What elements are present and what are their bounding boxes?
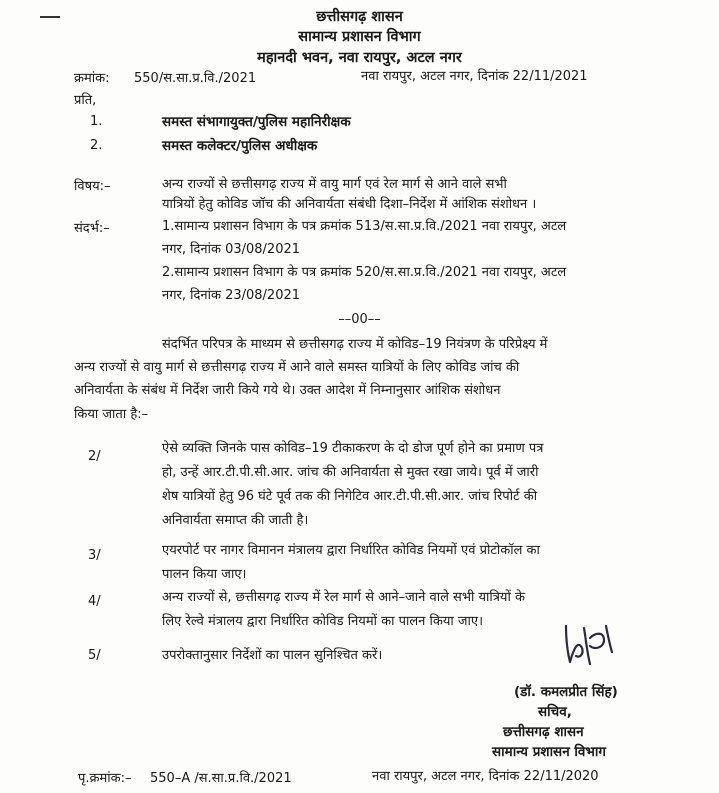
point-4-number: 4/ [88,594,101,609]
point-3-line-2: पालन किया जाए। [162,567,247,582]
intro-line-1: संदर्भित परिपत्र के माध्यम से छत्तीसगढ़ राज्य में कोविड–19 नियंत्रण के परिप्रेक्ष्य में [162,337,548,352]
point-4-line-2: लिए रेल्वे मंत्रालय द्वारा निर्धारित कोविड नियमों का पालन किया जाए। [162,614,484,629]
handwritten-signature-icon [560,618,616,674]
ref-number: 550/स.सा.प्र.वि./2021 [134,71,257,86]
point-5-line-1: उपरोक्तानुसार निर्देशों का पालन सुनिश्चित करें। [162,648,383,663]
header-government: छत्तीसगढ़ शासन [316,9,403,25]
signatory-org-1: छत्तीसगढ़ शासन [503,724,584,740]
point-2-line-2: हो, उन्हें आर.टी.पी.सी.आर. जांच की अनिवार्यता से मुक्त रखा जाये। पूर्व में जारी [162,465,539,480]
intro-line-4: किया जाता है:– [74,407,149,422]
intro-line-3: अनिवार्यता के संबंध में निर्देश जारी किये गये थे। उक्त आदेश में निम्नानुसार आंशिक संशोधन [74,383,501,398]
point-2-line-3: शेष यात्रियों हेतु 96 घंटे पूर्व तक की निगेटिव आर.टी.पी.सी.आर. जांच रिपोर्ट की [162,489,538,504]
footer-label: पृ.क्रमांक:– [78,771,132,786]
footer-place-date: नवा रायपुर, अटल नगर, दिनांक 22/11/2020 [372,769,599,784]
point-3-number: 3/ [88,548,101,563]
subject-line-1: अन्य राज्यों से छत्तीसगढ़ राज्य में वायु मार्ग एवं रेल मार्ग से आने वाले सभी [162,177,507,192]
references-label: संदर्भ:– [74,221,110,236]
point-2-line-1: ऐसे व्यक्ति जिनके पास कोविड–19 टीकाकरण के दो डोज पूर्ण होने का प्रमाण पत्र [162,441,544,456]
footer-number: 550–A /स.सा.प्र.वि./2021 [150,771,292,786]
point-2-line-4: अनिवार्यता समाप्त की जाती है। [162,513,309,528]
point-5-number: 5/ [88,648,101,663]
signatory-designation: सचिव, [538,704,572,720]
reference-1-line-2: नगर, दिनांक 03/08/2021 [162,242,301,257]
ref-label: क्रमांक: [74,71,110,86]
to-item-1: समस्त संभागायुक्त/पुलिस महानिरीक्षक [162,114,351,130]
subject-line-2: यात्रियों हेतु कोविड जॉच की अनिवार्यता संबंधी दिशा–निर्देश में आंशिक संशोधन । [162,197,537,212]
header-department: सामान्य प्रशासन विभाग [298,29,421,45]
to-item-1-num: 1. [90,114,103,129]
subject-label: विषय:– [74,179,111,194]
reference-2-line-1: 2.सामान्य प्रशासन विभाग के पत्र क्रमांक 520/स.सा.प्र.वि./2021 नवा रायपुर, अटल [162,265,567,280]
point-4-line-1: अन्य राज्यों से, छत्तीसगढ़ राज्य में रेल मार्ग से आने–जाने वाले सभी यात्रियों के [162,590,525,605]
signatory-org-2: सामान्य प्रशासन विभाग [492,744,606,760]
intro-line-2: अन्य राज्यों से वायु मार्ग से छत्तीसगढ़ राज्य में आने वाले समस्त यात्रियों के लिए कोविड जांच की [74,360,520,375]
signatory-name: (डॉ. कमलप्रीत सिंह) [514,684,618,700]
point-2-number: 2/ [88,449,101,464]
to-label: प्रति, [74,93,97,108]
to-item-2-num: 2. [90,138,103,153]
header-address: महानदी भवन, नवा रायपुर, अटल नगर [257,50,462,66]
point-3-line-1: एयरपोर्ट पर नागर विमानन मंत्रालय द्वारा निर्धारित कोविड नियमों एवं प्रोटोकॉल का [162,543,540,558]
ref-place-date: नवा रायपुर, अटल नगर, दिनांक 22/11/2021 [361,69,588,84]
reference-1-line-1: 1.सामान्य प्रशासन विभाग के पत्र क्रमांक 513/स.सा.प्र.वि./2021 नवा रायपुर, अटल [162,219,567,234]
separator: ––00–– [338,312,381,327]
to-item-2: समस्त कलेक्टर/पुलिस अधीक्षक [162,138,318,154]
reference-2-line-2: नगर, दिनांक 23/08/2021 [162,288,301,303]
